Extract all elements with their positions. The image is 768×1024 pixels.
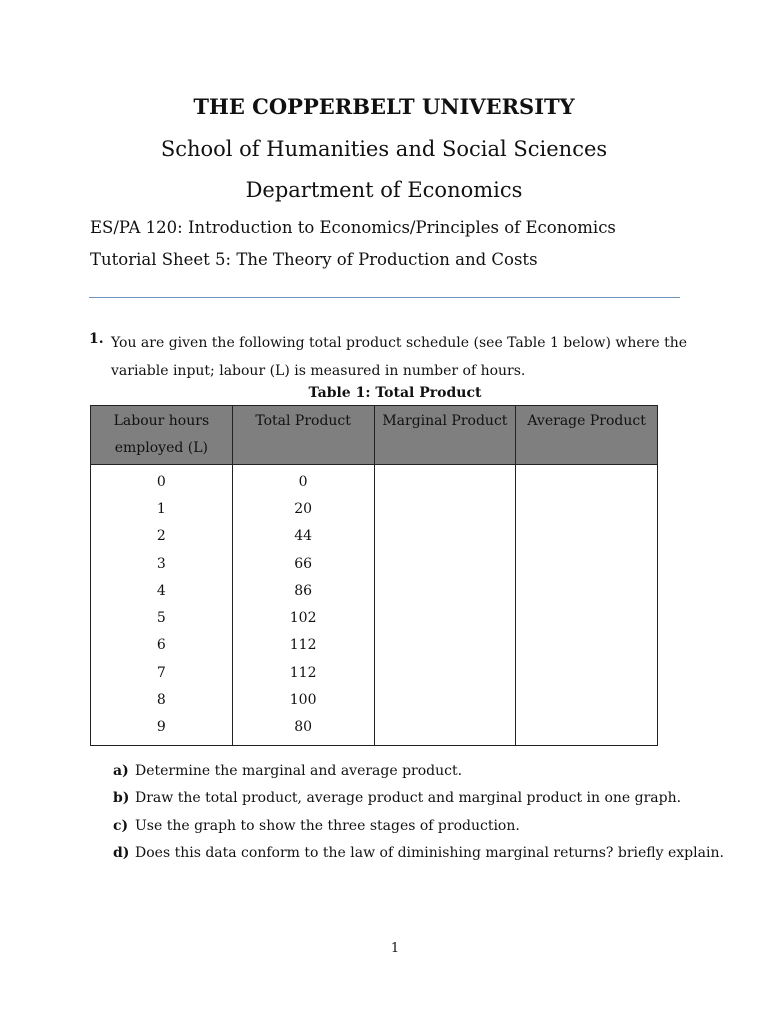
average-product-cell (516, 714, 658, 746)
marginal-product-cell (374, 604, 516, 631)
subquestion-label: c) (113, 818, 129, 834)
subquestion-label: b) (113, 790, 130, 806)
header-total-product: Total Product (232, 406, 374, 465)
subquestion-d (113, 845, 724, 861)
labour-cell: 2 (91, 523, 233, 550)
table-row (91, 686, 658, 713)
marginal-product-cell (374, 465, 516, 496)
header-labour-line1: Labour hours (113, 413, 210, 429)
header-average-product: Average Product (516, 406, 658, 465)
table-row (91, 714, 658, 746)
question-number: 1. (89, 331, 104, 347)
average-product-cell (516, 550, 658, 577)
table-header-row (91, 406, 658, 465)
subquestion-text: Does this data conform to the law of diminishing marginal returns? briefly explain. (135, 845, 724, 861)
average-product-cell (516, 604, 658, 631)
average-product-cell (516, 686, 658, 713)
total-product-cell: 20 (232, 495, 374, 522)
header-labour-hours (91, 406, 233, 465)
table-row (91, 465, 658, 496)
table-caption: Table 1: Total Product (308, 385, 482, 401)
labour-cell: 3 (91, 550, 233, 577)
university-title: THE COPPERBELT UNIVERSITY (193, 94, 575, 119)
marginal-product-cell (374, 523, 516, 550)
labour-cell: 0 (91, 465, 233, 496)
marginal-product-cell (374, 659, 516, 686)
labour-cell: 5 (91, 604, 233, 631)
table-row (91, 577, 658, 604)
marginal-product-cell (374, 495, 516, 522)
labour-cell: 6 (91, 632, 233, 659)
subquestion-label: a) (113, 763, 129, 779)
average-product-cell (516, 659, 658, 686)
total-product-cell: 100 (232, 686, 374, 713)
table-row (91, 659, 658, 686)
total-product-table (90, 405, 658, 746)
labour-cell: 7 (91, 659, 233, 686)
total-product-cell: 66 (232, 550, 374, 577)
average-product-cell (516, 495, 658, 522)
total-product-cell: 86 (232, 577, 374, 604)
subquestion-text: Use the graph to show the three stages of production. (135, 818, 520, 834)
average-product-cell (516, 465, 658, 496)
header-marginal-product: Marginal Product (374, 406, 516, 465)
marginal-product-cell (374, 550, 516, 577)
table-row (91, 604, 658, 631)
page-number: 1 (390, 941, 400, 956)
average-product-cell (516, 632, 658, 659)
subquestion-c (113, 818, 520, 834)
average-product-cell (516, 523, 658, 550)
marginal-product-cell (374, 714, 516, 746)
total-product-cell: 102 (232, 604, 374, 631)
header-divider (89, 297, 680, 298)
table-row (91, 550, 658, 577)
total-product-cell: 112 (232, 659, 374, 686)
marginal-product-cell (374, 686, 516, 713)
subquestion-b (113, 790, 681, 806)
marginal-product-cell (374, 577, 516, 604)
tutorial-title: Tutorial Sheet 5: The Theory of Production and Costs (90, 250, 538, 269)
question-text: You are given the following total product schedule (see Table 1 below) where the variable input; labour (L) is measured in number of hours. (111, 335, 687, 379)
subquestion-text: Determine the marginal and average product. (135, 763, 463, 779)
department-name: Department of Economics (245, 178, 523, 202)
total-product-cell: 80 (232, 714, 374, 746)
course-title: ES/PA 120: Introduction to Economics/Principles of Economics (90, 218, 616, 237)
labour-cell: 1 (91, 495, 233, 522)
total-product-cell: 44 (232, 523, 374, 550)
table-row (91, 523, 658, 550)
labour-cell: 4 (91, 577, 233, 604)
table-row (91, 495, 658, 522)
school-name: School of Humanities and Social Sciences (160, 137, 608, 161)
average-product-cell (516, 577, 658, 604)
total-product-cell: 0 (232, 465, 374, 496)
marginal-product-cell (374, 632, 516, 659)
total-product-cell: 112 (232, 632, 374, 659)
header-labour-line2: employed (L) (114, 440, 208, 456)
subquestion-a (113, 763, 462, 779)
subquestion-text: Draw the total product, average product and marginal product in one graph. (135, 790, 682, 806)
labour-cell: 9 (91, 714, 233, 746)
subquestion-label: d) (113, 845, 130, 861)
table-row (91, 632, 658, 659)
labour-cell: 8 (91, 686, 233, 713)
